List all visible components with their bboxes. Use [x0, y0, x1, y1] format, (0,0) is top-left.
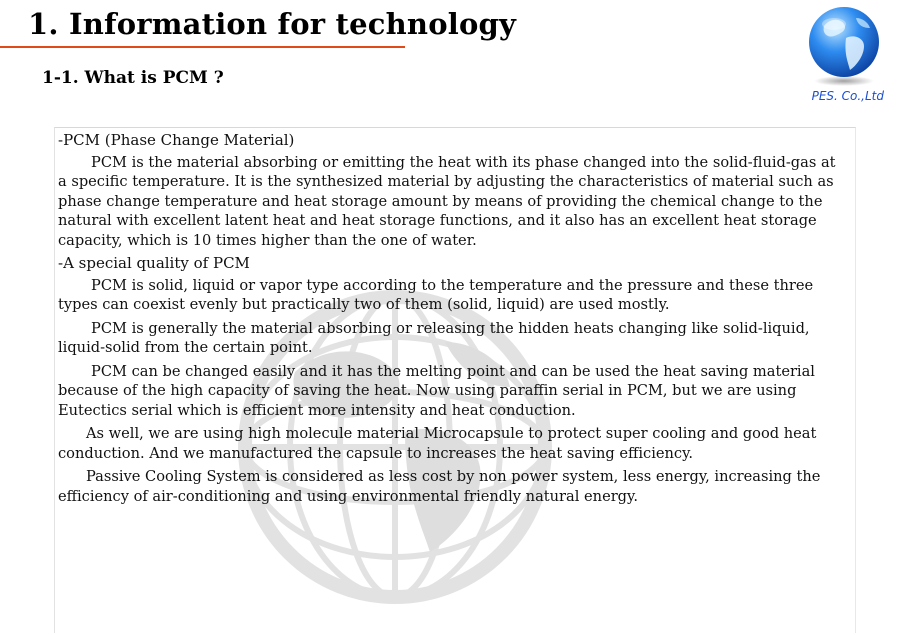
- section-subtitle: 1-1. What is PCM ?: [42, 68, 224, 88]
- title-underline: [0, 46, 405, 48]
- definition-paragraph: PCM is the material absorbing or emitting the heat with its phase changed into the solid-fluid-gas at a specific temperature. It is the synthesized material by adjusting the characteristics of material such as phase change temperature and heat storage amount by means of providing the chemical change to the natural with excellent latent heat and heat storage functions, and it also has an excellent heat storage capacity, which is 10 times higher than the one of water.: [58, 153, 836, 249]
- quality-paragraph: Passive Cooling System is considered as less cost by non power system, less energy, increasing the efficiency of air-conditioning and using environmental friendly natural energy.: [58, 468, 821, 505]
- section-heading-quality: -A special quality of PCM: [58, 254, 250, 272]
- section-heading-pcm: -PCM (Phase Change Material): [58, 131, 295, 149]
- quality-paragraph: PCM is solid, liquid or vapor type according to the temperature and the pressure and these three types can coexist evenly but practically two of them (solid, liquid) are used mostly.: [58, 276, 814, 313]
- company-name: PES. Co.,Ltd: [811, 89, 884, 103]
- content-text: [58, 131, 848, 510]
- quality-paragraph: As well, we are using high molecule material Microcapsule to protect super cooling and good heat conduction. And we manufactured the capsule to increases the heat saving efficiency.: [58, 425, 817, 462]
- quality-paragraph: PCM can be changed easily and it has the melting point and can be used the heat saving material because of the high capacity of saving the heat. Now using paraffin serial in PCM, but we are using Eutectics serial which is efficient more intensity and heat conduction.: [58, 362, 815, 419]
- slide-title: 1. Information for technology: [28, 7, 517, 41]
- quality-paragraph: PCM is generally the material absorbing or releasing the hidden heats changing like solid-liquid, liquid-solid from the certain point.: [58, 319, 810, 356]
- globe-icon: [804, 4, 884, 88]
